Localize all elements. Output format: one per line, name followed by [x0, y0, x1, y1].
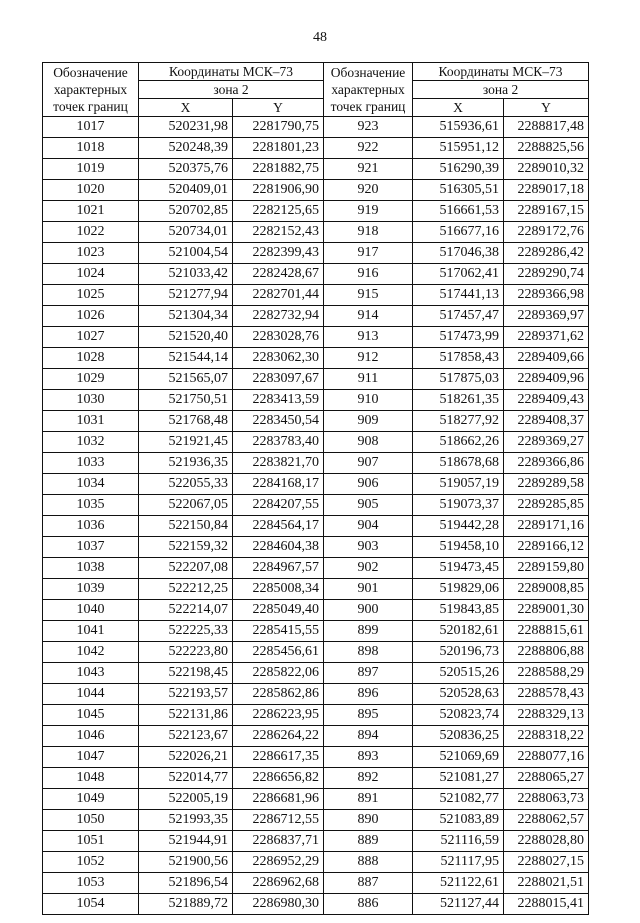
table-row	[43, 495, 589, 516]
x-value-left: 522123,67	[139, 726, 233, 747]
point-id-left: 1035	[43, 495, 139, 516]
point-id-left: 1030	[43, 390, 139, 411]
point-id-left: 1050	[43, 810, 139, 831]
point-id-right: 920	[324, 180, 413, 201]
point-id-right: 901	[324, 579, 413, 600]
x-value-left: 520375,76	[139, 159, 233, 180]
point-id-right: 900	[324, 600, 413, 621]
point-id-right: 911	[324, 369, 413, 390]
designation-header-right	[324, 63, 413, 117]
point-id-left: 1019	[43, 159, 139, 180]
x-value-left: 522212,25	[139, 579, 233, 600]
x-value-left: 521750,51	[139, 390, 233, 411]
point-id-left: 1043	[43, 663, 139, 684]
x-value-right: 518277,92	[413, 411, 504, 432]
designation-header-left	[43, 63, 139, 117]
x-value-right: 520515,26	[413, 663, 504, 684]
table-row	[43, 285, 589, 306]
x-value-right: 520836,25	[413, 726, 504, 747]
table-row	[43, 894, 589, 915]
y-value-right: 2288062,57	[504, 810, 589, 831]
point-id-left: 1020	[43, 180, 139, 201]
y-value-left: 2282732,94	[233, 306, 324, 327]
x-value-right: 520823,74	[413, 705, 504, 726]
y-value-left: 2283821,70	[233, 453, 324, 474]
point-id-right: 902	[324, 558, 413, 579]
x-value-right: 517858,43	[413, 348, 504, 369]
point-id-right: 912	[324, 348, 413, 369]
x-value-left: 520409,01	[139, 180, 233, 201]
y-value-right: 2289159,80	[504, 558, 589, 579]
point-id-left: 1017	[43, 117, 139, 138]
y-value-right: 2288817,48	[504, 117, 589, 138]
point-id-right: 891	[324, 789, 413, 810]
point-id-right: 897	[324, 663, 413, 684]
x-value-right: 518678,68	[413, 453, 504, 474]
point-id-left: 1028	[43, 348, 139, 369]
table-row	[43, 306, 589, 327]
x-value-left: 521921,45	[139, 432, 233, 453]
y-value-right: 2288825,56	[504, 138, 589, 159]
y-value-right: 2289010,32	[504, 159, 589, 180]
x-value-right: 519057,19	[413, 474, 504, 495]
x-value-left: 521768,48	[139, 411, 233, 432]
x-value-left: 521944,91	[139, 831, 233, 852]
y-value-left: 2283413,59	[233, 390, 324, 411]
point-id-left: 1033	[43, 453, 139, 474]
point-id-left: 1038	[43, 558, 139, 579]
y-value-left: 2281906,90	[233, 180, 324, 201]
x-value-left: 522223,80	[139, 642, 233, 663]
x-value-right: 521117,95	[413, 852, 504, 873]
table-row	[43, 369, 589, 390]
y-value-right: 2289001,30	[504, 600, 589, 621]
point-id-right: 908	[324, 432, 413, 453]
x-header-left: X	[139, 99, 233, 117]
y-value-left: 2284207,55	[233, 495, 324, 516]
y-value-right: 2289285,85	[504, 495, 589, 516]
x-value-right: 521069,69	[413, 747, 504, 768]
x-value-left: 520248,39	[139, 138, 233, 159]
table-row	[43, 747, 589, 768]
x-value-left: 521896,54	[139, 873, 233, 894]
y-value-left: 2284564,17	[233, 516, 324, 537]
x-value-right: 520182,61	[413, 621, 504, 642]
point-id-right: 914	[324, 306, 413, 327]
x-value-left: 522193,57	[139, 684, 233, 705]
y-value-left: 2285456,61	[233, 642, 324, 663]
y-value-right: 2288021,51	[504, 873, 589, 894]
y-value-left: 2286980,30	[233, 894, 324, 915]
point-id-right: 889	[324, 831, 413, 852]
point-id-left: 1037	[43, 537, 139, 558]
point-id-left: 1047	[43, 747, 139, 768]
x-value-right: 519458,10	[413, 537, 504, 558]
y-value-right: 2289167,15	[504, 201, 589, 222]
y-value-left: 2286962,68	[233, 873, 324, 894]
point-id-left: 1018	[43, 138, 139, 159]
x-value-right: 516677,16	[413, 222, 504, 243]
x-value-right: 519073,37	[413, 495, 504, 516]
y-value-right: 2289286,42	[504, 243, 589, 264]
y-value-right: 2288015,41	[504, 894, 589, 915]
table-row	[43, 789, 589, 810]
y-value-left: 2285862,86	[233, 684, 324, 705]
point-id-right: 903	[324, 537, 413, 558]
designation-header-line-3: точек границ	[53, 99, 128, 114]
x-value-right: 518662,26	[413, 432, 504, 453]
table-row	[43, 579, 589, 600]
point-id-left: 1024	[43, 264, 139, 285]
y-value-left: 2283450,54	[233, 411, 324, 432]
y-value-right: 2288028,80	[504, 831, 589, 852]
x-value-left: 521033,42	[139, 264, 233, 285]
point-id-right: 923	[324, 117, 413, 138]
y-value-left: 2281882,75	[233, 159, 324, 180]
table-row	[43, 243, 589, 264]
x-value-left: 521004,54	[139, 243, 233, 264]
point-id-right: 917	[324, 243, 413, 264]
table-row	[43, 474, 589, 495]
point-id-left: 1039	[43, 579, 139, 600]
x-value-left: 520231,98	[139, 117, 233, 138]
y-value-left: 2285049,40	[233, 600, 324, 621]
y-header-left: Y	[233, 99, 324, 117]
x-value-right: 521116,59	[413, 831, 504, 852]
x-header-right: X	[413, 99, 504, 117]
designation-header-line-1: Обозначение	[330, 65, 406, 80]
x-value-left: 520702,85	[139, 201, 233, 222]
point-id-left: 1054	[43, 894, 139, 915]
point-id-left: 1023	[43, 243, 139, 264]
x-value-right: 516290,39	[413, 159, 504, 180]
x-value-right: 518261,35	[413, 390, 504, 411]
zone-header-right: зона 2	[413, 81, 589, 99]
y-value-right: 2288063,73	[504, 789, 589, 810]
table-row	[43, 264, 589, 285]
y-value-right: 2288588,29	[504, 663, 589, 684]
table-row	[43, 117, 589, 138]
y-value-right: 2289172,76	[504, 222, 589, 243]
x-value-left: 522150,84	[139, 516, 233, 537]
point-id-right: 887	[324, 873, 413, 894]
y-value-left: 2283062,30	[233, 348, 324, 369]
y-value-left: 2282701,44	[233, 285, 324, 306]
point-id-left: 1025	[43, 285, 139, 306]
table-row	[43, 348, 589, 369]
y-value-left: 2284168,17	[233, 474, 324, 495]
x-value-left: 522207,08	[139, 558, 233, 579]
y-value-left: 2282428,67	[233, 264, 324, 285]
y-value-left: 2283783,40	[233, 432, 324, 453]
point-id-left: 1032	[43, 432, 139, 453]
x-value-right: 517062,41	[413, 264, 504, 285]
coordinates-table	[42, 62, 589, 915]
coordinates-header-left: Координаты МСК–73	[139, 63, 324, 81]
point-id-right: 890	[324, 810, 413, 831]
table-row	[43, 222, 589, 243]
point-id-right: 913	[324, 327, 413, 348]
x-value-right: 521081,27	[413, 768, 504, 789]
point-id-left: 1041	[43, 621, 139, 642]
x-value-left: 522214,07	[139, 600, 233, 621]
y-value-left: 2282152,43	[233, 222, 324, 243]
designation-header-line-2: характерных	[331, 82, 405, 97]
x-value-right: 515951,12	[413, 138, 504, 159]
table-row	[43, 600, 589, 621]
zone-header-left: зона 2	[139, 81, 324, 99]
point-id-right: 904	[324, 516, 413, 537]
table-row	[43, 684, 589, 705]
designation-header-line-2: характерных	[53, 82, 128, 97]
y-value-right: 2288077,16	[504, 747, 589, 768]
x-value-left: 522198,45	[139, 663, 233, 684]
y-value-right: 2289371,62	[504, 327, 589, 348]
x-value-left: 522005,19	[139, 789, 233, 810]
point-id-left: 1046	[43, 726, 139, 747]
y-value-right: 2289408,37	[504, 411, 589, 432]
table-row	[43, 411, 589, 432]
y-value-left: 2286712,55	[233, 810, 324, 831]
x-value-right: 517473,99	[413, 327, 504, 348]
point-id-left: 1022	[43, 222, 139, 243]
point-id-right: 906	[324, 474, 413, 495]
x-value-left: 521936,35	[139, 453, 233, 474]
point-id-right: 899	[324, 621, 413, 642]
x-value-left: 522026,21	[139, 747, 233, 768]
designation-header-line-1: Обозначение	[53, 65, 128, 80]
point-id-right: 907	[324, 453, 413, 474]
y-value-left: 2286837,71	[233, 831, 324, 852]
y-value-left: 2281801,23	[233, 138, 324, 159]
y-value-right: 2289369,27	[504, 432, 589, 453]
point-id-right: 896	[324, 684, 413, 705]
x-value-left: 522159,32	[139, 537, 233, 558]
x-value-left: 521277,94	[139, 285, 233, 306]
y-value-left: 2282125,65	[233, 201, 324, 222]
y-value-right: 2289366,86	[504, 453, 589, 474]
point-id-left: 1048	[43, 768, 139, 789]
y-value-right: 2289409,96	[504, 369, 589, 390]
point-id-right: 895	[324, 705, 413, 726]
point-id-left: 1052	[43, 852, 139, 873]
point-id-right: 915	[324, 285, 413, 306]
table-row	[43, 852, 589, 873]
x-value-right: 520528,63	[413, 684, 504, 705]
y-value-right: 2289409,66	[504, 348, 589, 369]
table-row	[43, 159, 589, 180]
x-value-right: 520196,73	[413, 642, 504, 663]
y-value-right: 2289166,12	[504, 537, 589, 558]
y-value-left: 2286656,82	[233, 768, 324, 789]
point-id-right: 893	[324, 747, 413, 768]
y-value-left: 2285822,06	[233, 663, 324, 684]
table-row	[43, 138, 589, 159]
table-row	[43, 432, 589, 453]
x-value-right: 517441,13	[413, 285, 504, 306]
point-id-right: 886	[324, 894, 413, 915]
x-value-left: 522055,33	[139, 474, 233, 495]
y-value-right: 2289171,16	[504, 516, 589, 537]
table-body	[43, 117, 589, 915]
y-value-right: 2289008,85	[504, 579, 589, 600]
point-id-right: 898	[324, 642, 413, 663]
x-value-left: 522225,33	[139, 621, 233, 642]
y-value-left: 2281790,75	[233, 117, 324, 138]
y-value-right: 2289369,97	[504, 306, 589, 327]
x-value-right: 521127,44	[413, 894, 504, 915]
designation-header-line-3: точек границ	[330, 99, 406, 114]
table-row	[43, 180, 589, 201]
point-id-right: 921	[324, 159, 413, 180]
y-value-left: 2284604,38	[233, 537, 324, 558]
x-value-left: 522014,77	[139, 768, 233, 789]
y-value-left: 2283097,67	[233, 369, 324, 390]
y-value-left: 2286223,95	[233, 705, 324, 726]
x-value-left: 521900,56	[139, 852, 233, 873]
x-value-left: 521565,07	[139, 369, 233, 390]
y-value-right: 2289409,43	[504, 390, 589, 411]
point-id-right: 922	[324, 138, 413, 159]
x-value-right: 515936,61	[413, 117, 504, 138]
y-value-left: 2285415,55	[233, 621, 324, 642]
table-row	[43, 873, 589, 894]
x-value-right: 517457,47	[413, 306, 504, 327]
point-id-right: 919	[324, 201, 413, 222]
page-number: 48	[313, 30, 327, 45]
table-row	[43, 453, 589, 474]
table-row	[43, 390, 589, 411]
point-id-right: 888	[324, 852, 413, 873]
x-value-left: 521993,35	[139, 810, 233, 831]
table-row	[43, 663, 589, 684]
point-id-left: 1042	[43, 642, 139, 663]
point-id-left: 1026	[43, 306, 139, 327]
table-row	[43, 516, 589, 537]
coordinates-header-right: Координаты МСК–73	[413, 63, 589, 81]
point-id-right: 905	[324, 495, 413, 516]
x-value-right: 516661,53	[413, 201, 504, 222]
y-value-right: 2288027,15	[504, 852, 589, 873]
y-value-right: 2288806,88	[504, 642, 589, 663]
point-id-right: 918	[324, 222, 413, 243]
point-id-left: 1021	[43, 201, 139, 222]
y-value-left: 2282399,43	[233, 243, 324, 264]
point-id-left: 1031	[43, 411, 139, 432]
x-value-right: 519843,85	[413, 600, 504, 621]
y-value-left: 2284967,57	[233, 558, 324, 579]
y-value-right: 2288065,27	[504, 768, 589, 789]
table-row	[43, 705, 589, 726]
point-id-right: 894	[324, 726, 413, 747]
point-id-left: 1044	[43, 684, 139, 705]
table-row	[43, 726, 589, 747]
table-row	[43, 810, 589, 831]
x-value-right: 521083,89	[413, 810, 504, 831]
y-value-left: 2286681,96	[233, 789, 324, 810]
point-id-left: 1045	[43, 705, 139, 726]
table-row	[43, 621, 589, 642]
x-value-left: 522131,86	[139, 705, 233, 726]
point-id-left: 1027	[43, 327, 139, 348]
point-id-left: 1040	[43, 600, 139, 621]
point-id-left: 1053	[43, 873, 139, 894]
y-value-right: 2288815,61	[504, 621, 589, 642]
x-value-right: 516305,51	[413, 180, 504, 201]
x-value-right: 521082,77	[413, 789, 504, 810]
y-value-left: 2283028,76	[233, 327, 324, 348]
point-id-left: 1049	[43, 789, 139, 810]
table-row	[43, 558, 589, 579]
y-value-right: 2289366,98	[504, 285, 589, 306]
x-value-left: 521520,40	[139, 327, 233, 348]
table-row	[43, 327, 589, 348]
x-value-left: 521889,72	[139, 894, 233, 915]
table-row	[43, 642, 589, 663]
point-id-left: 1034	[43, 474, 139, 495]
y-value-left: 2286264,22	[233, 726, 324, 747]
table-row	[43, 537, 589, 558]
x-value-right: 517875,03	[413, 369, 504, 390]
y-value-left: 2286952,29	[233, 852, 324, 873]
point-id-left: 1036	[43, 516, 139, 537]
x-value-right: 517046,38	[413, 243, 504, 264]
y-value-right: 2289289,58	[504, 474, 589, 495]
y-value-right: 2288578,43	[504, 684, 589, 705]
y-value-left: 2286617,35	[233, 747, 324, 768]
x-value-left: 521544,14	[139, 348, 233, 369]
x-value-right: 521122,61	[413, 873, 504, 894]
point-id-right: 910	[324, 390, 413, 411]
x-value-right: 519442,28	[413, 516, 504, 537]
point-id-left: 1051	[43, 831, 139, 852]
point-id-right: 916	[324, 264, 413, 285]
y-value-right: 2288329,13	[504, 705, 589, 726]
y-value-right: 2289017,18	[504, 180, 589, 201]
point-id-right: 909	[324, 411, 413, 432]
y-value-left: 2285008,34	[233, 579, 324, 600]
x-value-left: 522067,05	[139, 495, 233, 516]
y-value-right: 2289290,74	[504, 264, 589, 285]
x-value-right: 519829,06	[413, 579, 504, 600]
x-value-left: 521304,34	[139, 306, 233, 327]
point-id-left: 1029	[43, 369, 139, 390]
table-row	[43, 831, 589, 852]
x-value-left: 520734,01	[139, 222, 233, 243]
y-header-right: Y	[504, 99, 589, 117]
point-id-right: 892	[324, 768, 413, 789]
table-row	[43, 768, 589, 789]
y-value-right: 2288318,22	[504, 726, 589, 747]
x-value-right: 519473,45	[413, 558, 504, 579]
table-row	[43, 201, 589, 222]
